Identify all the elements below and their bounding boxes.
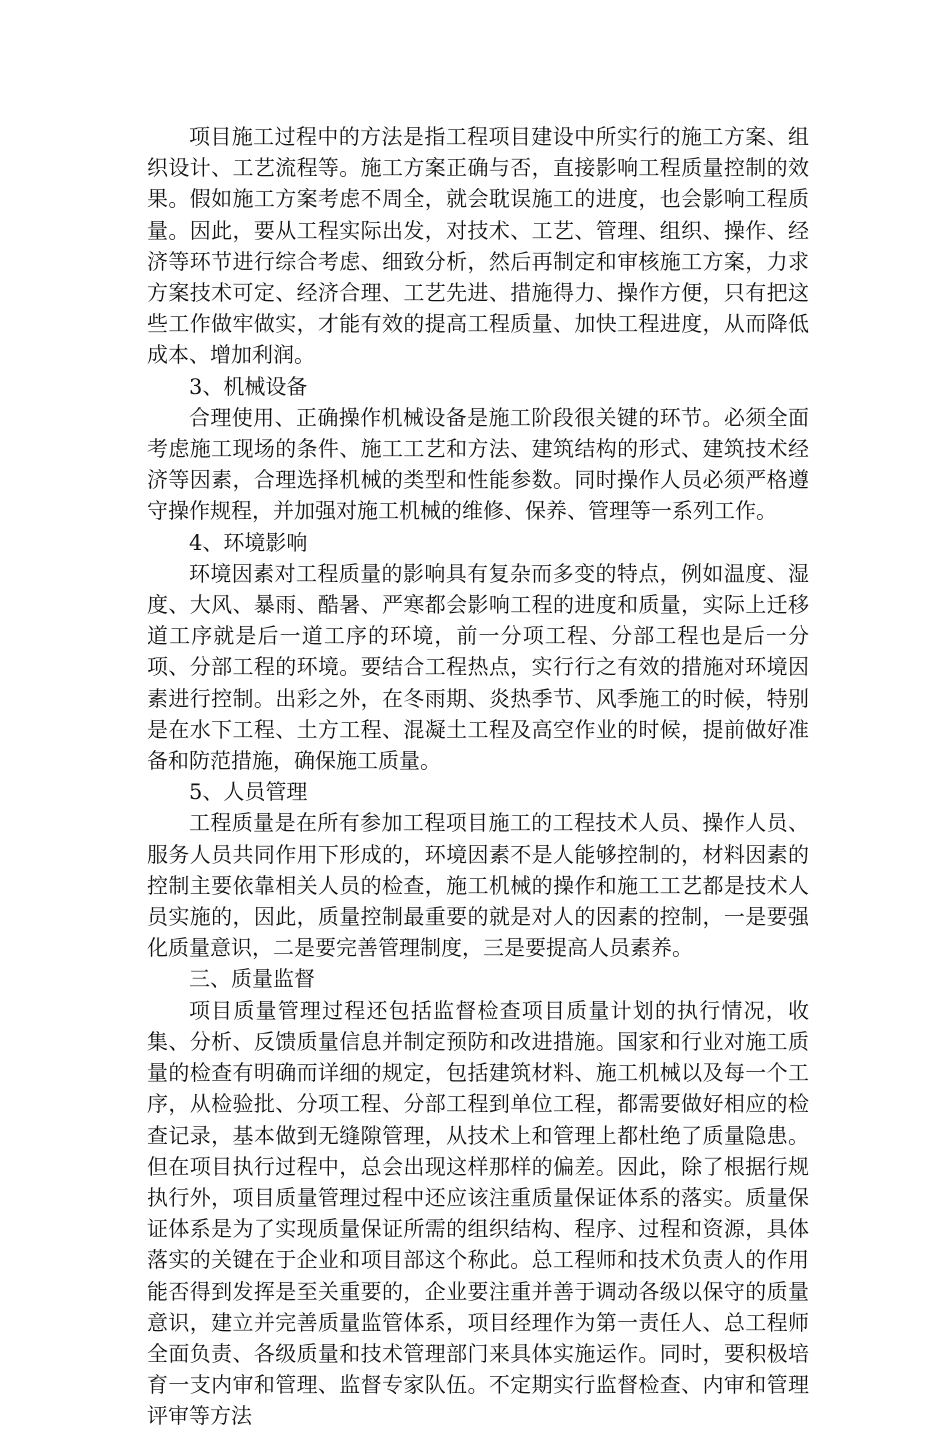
document-body (147, 122, 809, 1433)
heading-machinery: 3、机械设备 (189, 374, 308, 399)
paragraph-personnel: 工程质量是在所有参加工程项目施工的工程技术人员、操作人员、服务人员共同作用下形成的，环境因素不是人能够控制的，材料因素的控制主要依靠相关人员的检查，施工机械的操作和施工工艺都是技术人员实施的，因此，质量控制最重要的就是对人的因素的控制，一是要强化质量意识，二是要完善管理制度，三是要提高人员素养。 (147, 811, 809, 961)
paragraph-quality-supervision: 项目质量管理过程还包括监督检查项目质量计划的执行情况，收集、分析、反馈质量信息并制定预防和改进措施。国家和行业对施工质量的检查有明确而详细的规定，包括建筑材料、施工机械以及每一个工序，从检验批、分项工程、分部工程到单位工程，都需要做好相应的检查记录，基本做到无缝隙管理，从技术上和管理上都杜绝了质量隐患。但在项目执行过程中，总会出现这样那样的偏差。因此，除了根据行规执行外，项目质量管理过程中还应该注重质量保证体系的落实。质量保证体系是为了实现质量保证所需的组织结构、程序、过程和资源，具体落实的关键在于企业和项目部这个称此。总工程师和技术负责人的作用能否得到发挥是至关重要的，企业要注重并善于调动各级以保守的质量意识，建立并完善质量监管体系，项目经理作为第一责任人、总工程师全面负责、各级质量和技术管理部门来具体实施运作。同时，要积极培育一支内审和管理、监督专家队伍。不定期实行监督检查、内审和管理评审等方法 (147, 998, 809, 1429)
paragraph-machinery: 合理使用、正确操作机械设备是施工阶段很关键的环节。必须全面考虑施工现场的条件、施工工艺和方法、建筑结构的形式、建筑技术经济等因素，合理选择机械的类型和性能参数。同时操作人员必须严格遵守操作规程，并加强对施工机械的维修、保养、管理等一系列工作。 (147, 405, 809, 524)
paragraph-methods: 项目施工过程中的方法是指工程项目建设中所实行的施工方案、组织设计、工艺流程等。施工方案正确与否，直接影响工程质量控制的效果。假如施工方案考虑不周全，就会耽误施工的进度，也会影响工程质量。因此，要从工程实际出发，对技术、工艺、管理、组织、操作、经济等环节进行综合考虑、细致分析，然后再制定和审核施工方案，力求方案技术可定、经济合理、工艺先进、措施得力、操作方便，只有把这些工作做牢做实，才能有效的提高工程质量、加快工程进度，从而降低成本、增加利润。 (147, 125, 809, 368)
heading-environment: 4、环境影响 (189, 530, 308, 555)
paragraph-environment: 环境因素对工程质量的影响具有复杂而多变的特点，例如温度、湿度、大风、暴雨、酷暑、严寒都会影响工程的进度和质量，实际上迁移道工序就是后一道工序的环境，前一分项工程、分部工程也是后一分项、分部工程的环境。要结合工程热点，实行行之有效的措施对环境因素进行控制。出彩之外，在冬雨期、炎热季节、风季施工的时候，特别是在水下工程、土方工程、混凝土工程及高空作业的时候，提前做好准备和防范措施，确保施工质量。 (147, 561, 809, 774)
heading-personnel: 5、人员管理 (189, 780, 308, 805)
heading-quality-supervision: 三、质量监督 (189, 967, 315, 992)
